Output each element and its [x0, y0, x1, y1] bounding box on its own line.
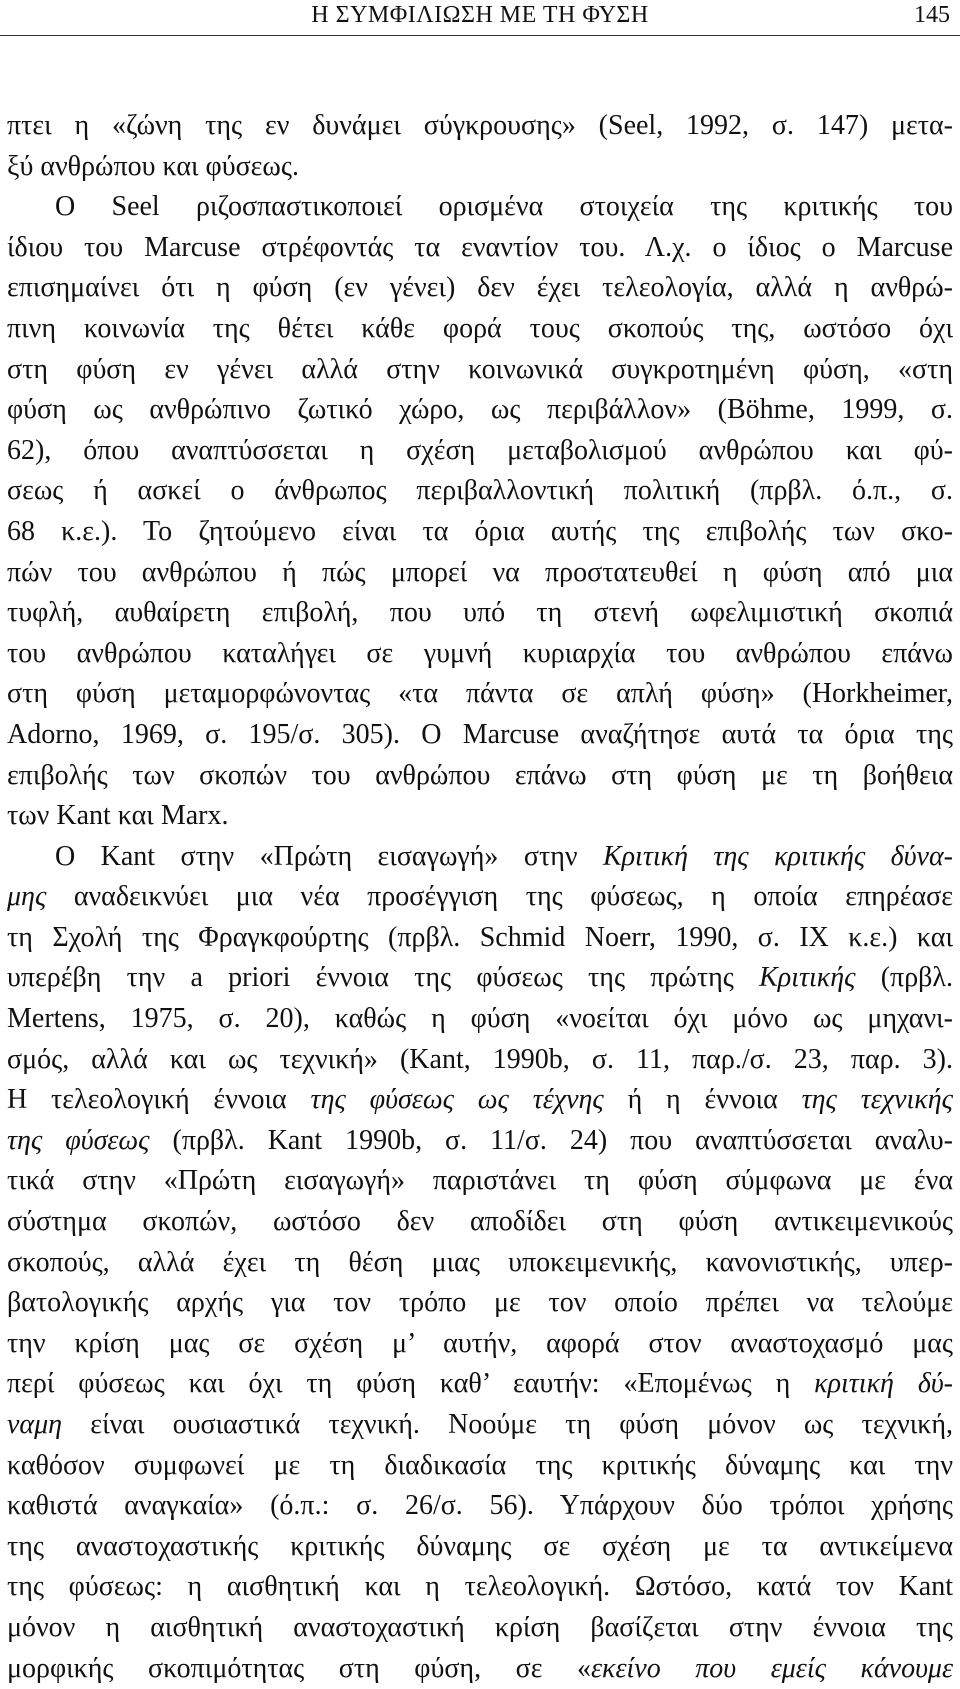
text-line: [7, 1405, 953, 1446]
text-line: [7, 1527, 953, 1568]
text-line: [7, 1649, 953, 1689]
text-segment: (πρβλ. Kant 1990b, σ. 11/σ. 24) που αναπτύσσεται αναλυ-: [149, 1124, 953, 1156]
text-line: [7, 268, 953, 309]
text-segment: περί φύσεως και όχι τη φύση καθ’ εαυτήν: «Επομένως η: [7, 1368, 815, 1400]
text-segment: τυφλή, αυθαίρετη επιβολή, που υπό τη στενή ωφελιμιστική σκοπιά: [7, 597, 953, 629]
text-segment: φύση ως ανθρώπινο ζωτικό χώρο, ως περιβάλλον» (Böhme, 1999, σ.: [7, 394, 953, 426]
text-segment: Η τελεολογική έννοια: [7, 1084, 311, 1116]
page-number: 145: [914, 2, 950, 28]
text-line: [7, 147, 953, 188]
text-line: [7, 1040, 953, 1081]
text-segment: της φύσεως: η αισθητική και η τελεολογική. Ωστόσο, κατά τον Kant: [7, 1571, 953, 1603]
text-line: [7, 1446, 953, 1487]
text-line: [7, 1243, 953, 1284]
text-line: [7, 1121, 953, 1162]
text-line: [7, 228, 953, 269]
text-segment: πτει η «ζώνη της εν δυνάμει σύγκρουσης» (Seel, 1992, σ. 147) μετα-: [7, 110, 953, 141]
text-segment: Ο Seel ριζοσπαστικοποιεί ορισμένα στοιχεία της κριτικής του: [55, 191, 953, 223]
text-segment: πινη κοινωνία της θέτει κάθε φορά τους σκοπούς της, ωστόσο όχι: [7, 312, 953, 344]
text-line: [7, 877, 953, 918]
text-segment: υπερέβη την a priori έννοια της φύσεως της πρώτης: [7, 962, 760, 994]
italic-text: Κριτικής: [759, 962, 856, 994]
text-segment: σμός, αλλά και ως τεχνική» (Kant, 1990b, σ. 11, παρ./σ. 23, παρ. 3).: [7, 1043, 953, 1075]
text-segment: τικά στην «Πρώτη εισαγωγή» παριστάνει τη φύση σύμφωνα με ένα: [7, 1165, 953, 1197]
text-segment: σύστημα σκοπών, ωστόσο δεν αποδίδει στη φύση αντικειμενικούς: [7, 1206, 953, 1238]
text-line: [7, 1202, 953, 1243]
text-segment: καθόσον συμφωνεί με τη διαδικασία της κριτικής δύναμης και την: [7, 1449, 953, 1481]
text-segment: ξύ ανθρώπου και φύσεως.: [7, 150, 299, 182]
text-segment: της αναστοχαστικής κριτικής δύναμης σε σχέση με τα αντικείμενα: [7, 1530, 953, 1562]
italic-text: μης: [7, 881, 47, 913]
text-segment: ίδιου του Marcuse στρέφοντάς τα εναντίον του. Λ.χ. ο ίδιος ο Marcuse: [7, 231, 953, 263]
text-line: [7, 837, 953, 878]
italic-text: της φύσεως: [7, 1124, 150, 1156]
text-segment: στη φύση εν γένει αλλά στην κοινωνικά συγκροτημένη φύση, «στη: [7, 353, 953, 385]
italic-text: εκείνο που εμείς κάνουμε: [591, 1652, 954, 1684]
text-segment: Mertens, 1975, σ. 20), καθώς η φύση «νοείται όχι μόνο ως μηχανι-: [7, 1003, 953, 1035]
text-segment: των Kant και Marx.: [7, 800, 229, 832]
body-text: [7, 106, 953, 1689]
running-title: Η ΣΥΜΦΙΛΙΩΣΗ ΜΕ ΤΗ ΦΥΣΗ: [311, 2, 649, 28]
text-line: [7, 431, 953, 472]
text-line: [7, 958, 953, 999]
italic-text: ναμη: [7, 1409, 63, 1440]
text-line: [7, 1283, 953, 1324]
text-line: [7, 756, 953, 797]
text-line: [7, 593, 953, 634]
text-segment: Adorno, 1969, σ. 195/σ. 305). Ο Marcuse αναζήτησε αυτά τα όρια της: [7, 718, 953, 750]
text-line: [7, 918, 953, 959]
text-segment: βατολογικής αρχής για τον τρόπο με τον οποίο πρέπει να τελούμε: [7, 1287, 953, 1319]
text-segment: ή η έννοια: [603, 1084, 802, 1116]
text-segment: τη Σχολή της Φραγκφούρτης (πρβλ. Schmid Noerr, 1990, σ. IX κ.ε.) και: [7, 921, 953, 953]
text-line: [7, 674, 953, 715]
text-line: [7, 1567, 953, 1608]
text-line: [7, 1080, 953, 1121]
text-line: [7, 1364, 953, 1405]
text-line: [7, 1486, 953, 1527]
text-line: [7, 471, 953, 512]
text-segment: σκοπούς, αλλά έχει τη θέση μιας υποκειμενικής, κανονιστικής, υπερ-: [7, 1246, 953, 1278]
text-line: [7, 512, 953, 553]
text-segment: 62), όπου αναπτύσσεται η σχέση μεταβολισμού ανθρώπου και φύ-: [7, 434, 953, 466]
text-line: [7, 1608, 953, 1649]
text-line: [7, 1161, 953, 1202]
text-segment: στη φύση μεταμορφώνοντας «τα πάντα σε απλή φύση» (Horkheimer,: [7, 678, 953, 710]
text-segment: του ανθρώπου καταλήγει σε γυμνή κυριαρχία του ανθρώπου επάνω: [7, 637, 953, 669]
text-line: [7, 634, 953, 675]
italic-text: κριτική δύ-: [814, 1368, 954, 1400]
text-line: [7, 309, 953, 350]
text-line: [7, 1324, 953, 1365]
italic-text: Κριτική της κριτικής δύνα-: [602, 840, 954, 872]
text-segment: (πρβλ.: [855, 962, 953, 994]
text-line: [7, 715, 953, 756]
text-line: [7, 390, 953, 431]
text-segment: επισημαίνει ότι η φύση (εν γένει) δεν έχει τελεολογία, αλλά η ανθρώ-: [7, 272, 953, 304]
text-segment: μόνον η αισθητική αναστοχαστική κρίση βασίζεται στην έννοια της: [7, 1611, 953, 1643]
text-segment: αναδεικνύει μια νέα προσέγγιση της φύσεως, η οποία επηρέασε: [46, 881, 953, 913]
page-header: [0, 0, 960, 36]
text-segment: σεως ή ασκεί ο άνθρωπος περιβαλλοντική πολιτική (πρβλ. ό.π., σ.: [7, 475, 953, 507]
text-line: [7, 187, 953, 228]
text-segment: 68 κ.ε.). Το ζητούμενο είναι τα όρια αυτής της επιβολής των σκο-: [7, 515, 953, 547]
text-line: [7, 350, 953, 391]
italic-text: της φύσεως ως τέχνης: [310, 1084, 604, 1116]
text-segment: μορφικής σκοπιμότητας στη φύση, σε «: [7, 1652, 592, 1684]
text-segment: είναι ουσιαστικά τεχνική. Νοούμε τη φύση μόνον ως τεχνική,: [62, 1409, 953, 1440]
text-line: [7, 796, 953, 837]
text-segment: πών του ανθρώπου ή πώς μπορεί να προστατευθεί η φύση από μια: [7, 556, 953, 588]
text-line: [7, 553, 953, 594]
text-segment: επιβολής των σκοπών του ανθρώπου επάνω στη φύση με τη βοήθεια: [7, 759, 953, 791]
text-segment: καθιστά αναγκαία» (ό.π.: σ. 26/σ. 56). Υπάρχουν δύο τρόποι χρήσης: [7, 1490, 953, 1522]
text-line: [7, 999, 953, 1040]
text-line: [7, 106, 953, 147]
italic-text: της τεχνικής: [801, 1084, 953, 1116]
text-segment: την κρίση μας σε σχέση μ’ αυτήν, αφορά στον αναστοχασμό μας: [7, 1327, 953, 1359]
text-segment: Ο Kant στην «Πρώτη εισαγωγή» στην: [55, 840, 603, 872]
